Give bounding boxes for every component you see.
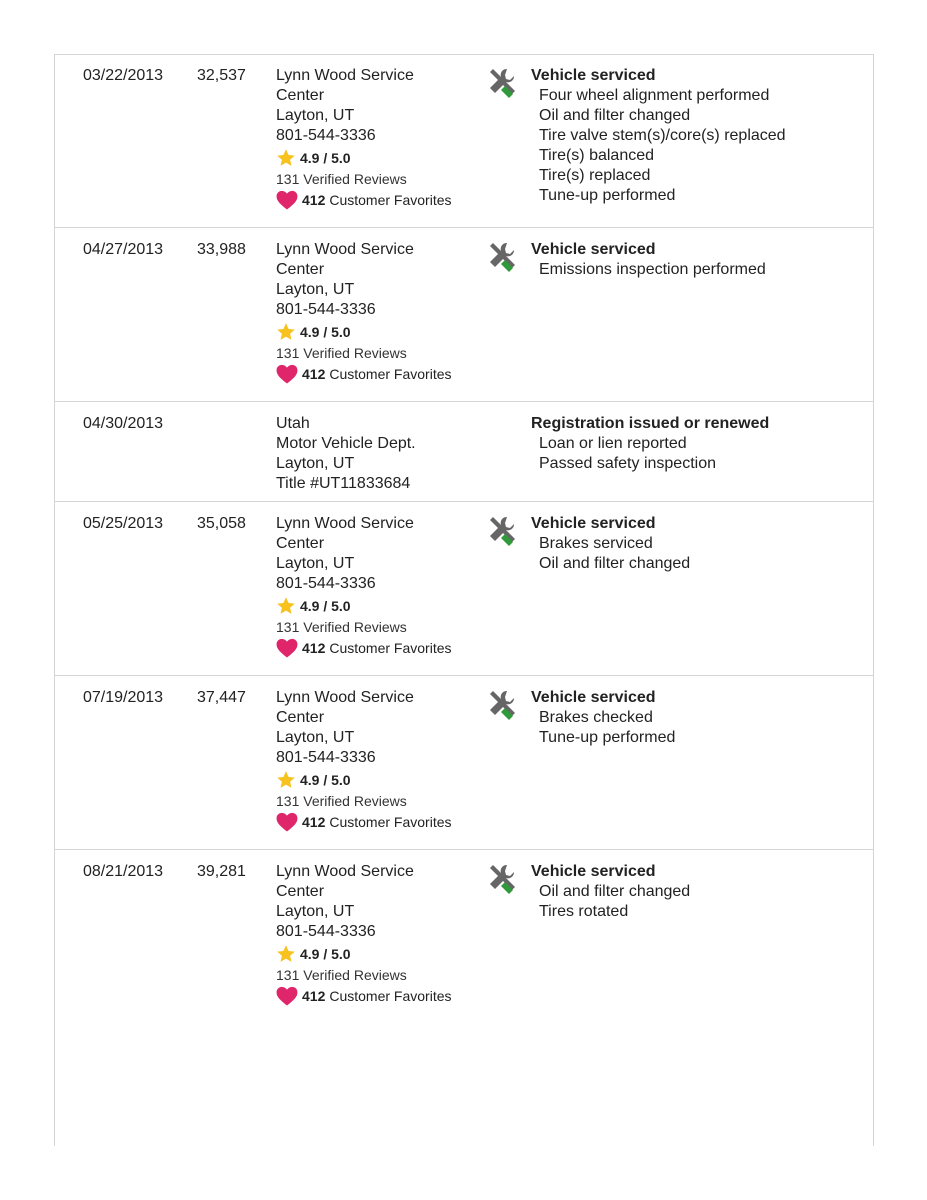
- source-name: Lynn Wood Service: [276, 515, 414, 532]
- rating-value: 4.9 / 5.0: [300, 150, 351, 166]
- source-location: Layton, UT: [276, 903, 355, 920]
- source-name: Lynn Wood Service: [276, 67, 414, 84]
- favorites-count: 412: [302, 814, 326, 830]
- row-date: 03/22/2013: [83, 67, 164, 84]
- source-location: Layton, UT: [276, 729, 355, 746]
- tools-icon: [485, 688, 519, 722]
- tools-icon: [485, 862, 519, 896]
- event-item: Tire(s) replaced: [539, 167, 651, 184]
- event-title: Vehicle serviced: [531, 863, 656, 880]
- row-date: 07/19/2013: [83, 689, 164, 706]
- rating: [276, 769, 486, 791]
- source-name-2: Motor Vehicle Dept.: [276, 435, 416, 452]
- source-name-2: Center: [276, 87, 325, 104]
- source-location: Layton, UT: [276, 281, 355, 298]
- row-details: [531, 414, 861, 474]
- source-phone[interactable]: 801-544-3336: [276, 127, 376, 144]
- event-item: Oil and filter changed: [539, 107, 691, 124]
- row-odometer: 35,058: [197, 515, 246, 532]
- favorites-count: 412: [302, 640, 326, 656]
- event-item: Loan or lien reported: [539, 435, 687, 452]
- row-date: 05/25/2013: [83, 515, 164, 532]
- source-name-2: Center: [276, 261, 325, 278]
- reviews-link[interactable]: 131 Verified Reviews: [276, 619, 407, 635]
- favorites: [276, 189, 486, 211]
- favorites: [276, 811, 486, 833]
- rating: [276, 943, 486, 965]
- favorites-label: Customer Favorites: [329, 640, 452, 656]
- rating-value: 4.9 / 5.0: [300, 598, 351, 614]
- history-rows: [55, 54, 873, 1023]
- favorites-label: Customer Favorites: [329, 192, 452, 208]
- row-details: [531, 66, 861, 206]
- tools-icon: [485, 514, 519, 548]
- row-source: [276, 514, 486, 659]
- source-name: Lynn Wood Service: [276, 689, 414, 706]
- favorites-label: Customer Favorites: [329, 814, 452, 830]
- row-details: [531, 514, 861, 574]
- heart-icon: [276, 986, 298, 1006]
- source-name: Lynn Wood Service: [276, 863, 414, 880]
- table-row: [55, 850, 873, 1023]
- heart-icon: [276, 364, 298, 384]
- favorites: [276, 363, 486, 385]
- source-name: Lynn Wood Service: [276, 241, 414, 258]
- reviews-link[interactable]: 131 Verified Reviews: [276, 793, 407, 809]
- source-phone[interactable]: 801-544-3336: [276, 749, 376, 766]
- event-title: Vehicle serviced: [531, 67, 656, 84]
- row-source: [276, 66, 486, 211]
- table-row: [55, 676, 873, 850]
- heart-icon: [276, 638, 298, 658]
- star-icon: [276, 148, 296, 168]
- source-name: Utah: [276, 415, 310, 432]
- favorites: [276, 985, 486, 1007]
- star-icon: [276, 322, 296, 342]
- event-item: Tune-up performed: [539, 729, 676, 746]
- row-details: [531, 240, 861, 280]
- source-location: Layton, UT: [276, 455, 355, 472]
- row-date: 08/21/2013: [83, 863, 164, 880]
- row-date: 04/30/2013: [83, 415, 164, 432]
- event-item: Tire valve stem(s)/core(s) replaced: [539, 127, 786, 144]
- event-item: Tires rotated: [539, 903, 629, 920]
- row-odometer: 32,537: [197, 67, 246, 84]
- favorites: [276, 637, 486, 659]
- star-icon: [276, 944, 296, 964]
- row-source: [276, 414, 486, 494]
- table-row: [55, 54, 873, 228]
- source-phone[interactable]: 801-544-3336: [276, 575, 376, 592]
- history-table: [54, 54, 874, 1146]
- favorites-label: Customer Favorites: [329, 988, 452, 1004]
- source-location: Layton, UT: [276, 107, 355, 124]
- table-row: [55, 228, 873, 402]
- source-phone[interactable]: 801-544-3336: [276, 923, 376, 940]
- event-item: Passed safety inspection: [539, 455, 716, 472]
- row-odometer: 39,281: [197, 863, 246, 880]
- table-row: [55, 402, 873, 502]
- rating-value: 4.9 / 5.0: [300, 946, 351, 962]
- reviews-link[interactable]: 131 Verified Reviews: [276, 171, 407, 187]
- favorites-label: Customer Favorites: [329, 366, 452, 382]
- row-source: [276, 862, 486, 1007]
- source-name-2: Center: [276, 709, 325, 726]
- source-phone[interactable]: 801-544-3336: [276, 301, 376, 318]
- event-item: Emissions inspection performed: [539, 261, 766, 278]
- rating: [276, 321, 486, 343]
- rating: [276, 147, 486, 169]
- row-date: 04/27/2013: [83, 241, 164, 258]
- event-title: Vehicle serviced: [531, 241, 656, 258]
- tools-icon: [485, 66, 519, 100]
- event-item: Tune-up performed: [539, 187, 676, 204]
- tools-icon: [485, 240, 519, 274]
- source-name-2: Center: [276, 883, 325, 900]
- source-name-2: Center: [276, 535, 325, 552]
- event-title: Registration issued or renewed: [531, 415, 770, 432]
- event-item: Brakes serviced: [539, 535, 653, 552]
- source-location: Layton, UT: [276, 555, 355, 572]
- rating: [276, 595, 486, 617]
- favorites-count: 412: [302, 988, 326, 1004]
- row-odometer: 37,447: [197, 689, 246, 706]
- row-details: [531, 688, 861, 748]
- heart-icon: [276, 812, 298, 832]
- reviews-link[interactable]: 131 Verified Reviews: [276, 967, 407, 983]
- reviews-link[interactable]: 131 Verified Reviews: [276, 345, 407, 361]
- favorites-count: 412: [302, 192, 326, 208]
- event-item: Oil and filter changed: [539, 555, 691, 572]
- favorites-count: 412: [302, 366, 326, 382]
- source-title-number: Title #UT11833684: [276, 475, 411, 492]
- row-source: [276, 688, 486, 833]
- table-row: [55, 502, 873, 676]
- rating-value: 4.9 / 5.0: [300, 772, 351, 788]
- rating-value: 4.9 / 5.0: [300, 324, 351, 340]
- event-item: Tire(s) balanced: [539, 147, 655, 164]
- heart-icon: [276, 190, 298, 210]
- row-odometer: 33,988: [197, 241, 246, 258]
- event-item: Oil and filter changed: [539, 883, 691, 900]
- event-item: Four wheel alignment performed: [539, 87, 770, 104]
- star-icon: [276, 596, 296, 616]
- star-icon: [276, 770, 296, 790]
- event-title: Vehicle serviced: [531, 689, 656, 706]
- row-details: [531, 862, 861, 922]
- row-source: [276, 240, 486, 385]
- event-item: Brakes checked: [539, 709, 653, 726]
- event-title: Vehicle serviced: [531, 515, 656, 532]
